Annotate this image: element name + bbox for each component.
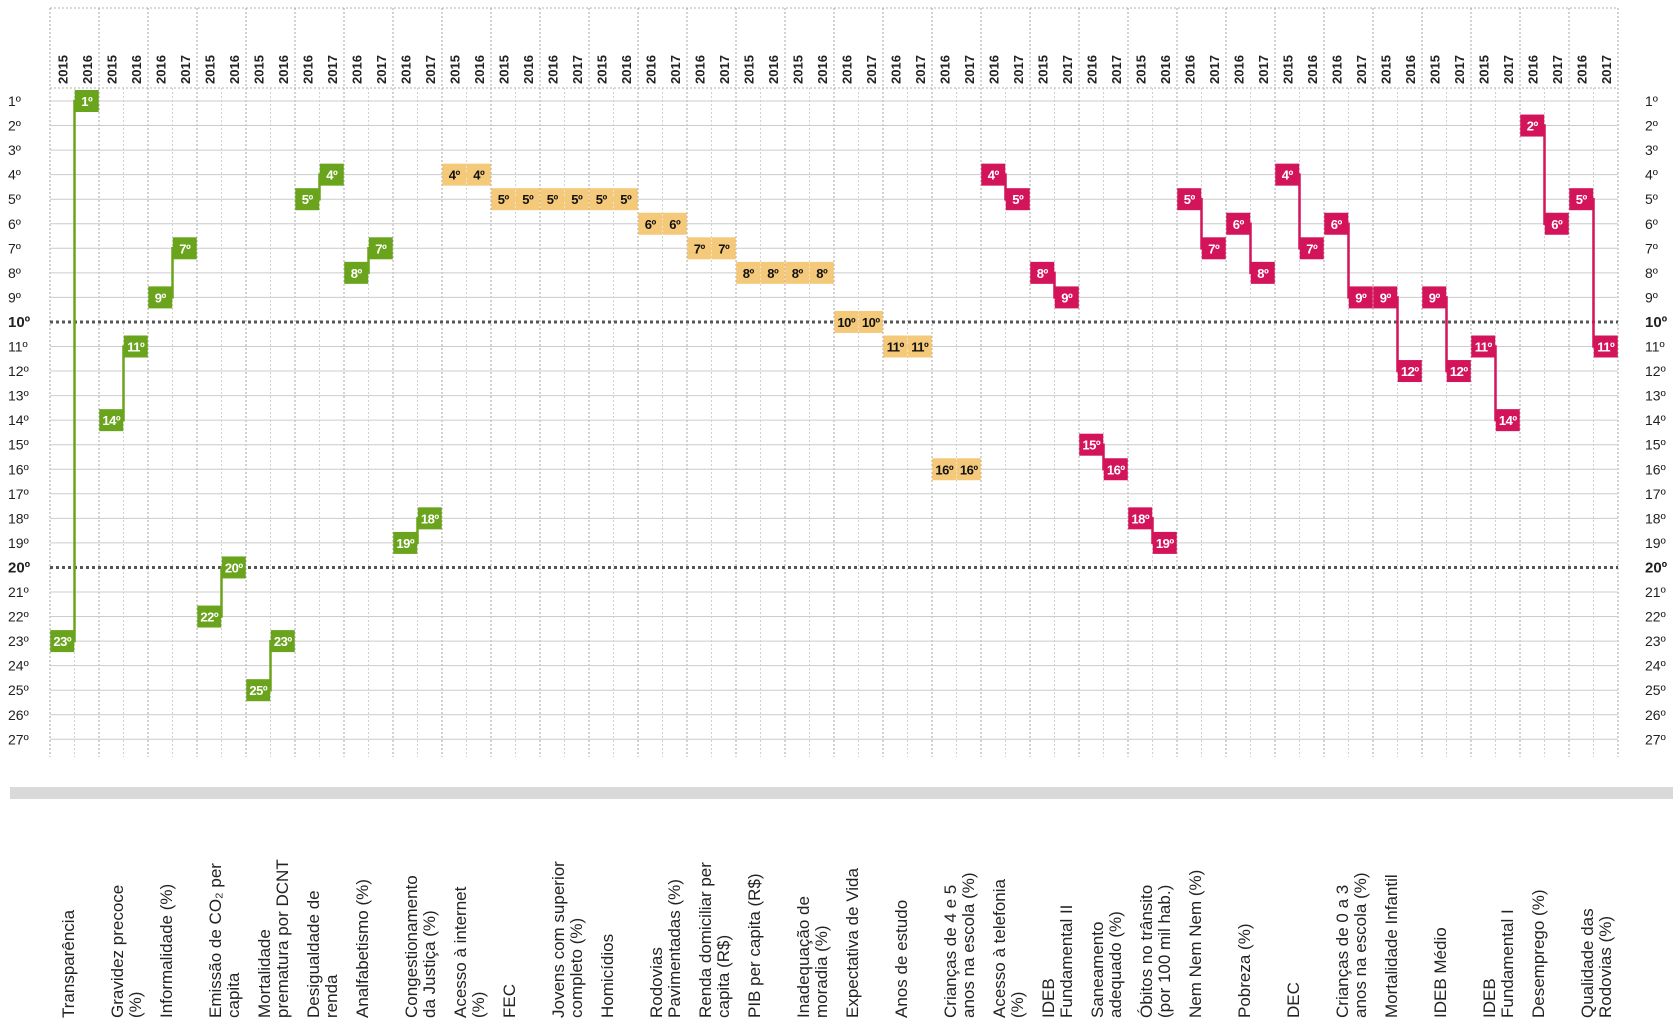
year-label: 2017 (373, 55, 389, 84)
rank-label-left: 19º (8, 534, 29, 551)
rank-label-right: 25º (1645, 682, 1666, 699)
rank-label-right: 18º (1645, 510, 1666, 527)
year-label: 2015 (251, 55, 267, 84)
rank-label-right: 6º (1645, 215, 1658, 232)
rank-marker-label: 11º (911, 339, 929, 355)
year-label: 2016 (226, 55, 242, 84)
indicator-label: Informalidade (%) (157, 883, 176, 1018)
rank-label-left: 20º (8, 559, 31, 577)
rank-marker-label: 12º (1400, 364, 1419, 380)
year-label: 2016 (1182, 55, 1198, 84)
year-label: 2015 (1035, 55, 1051, 84)
rank-label-right: 13º (1645, 387, 1666, 404)
rank-label-right: 14º (1645, 412, 1666, 429)
indicator-label: Gravidez precoce (108, 884, 127, 1018)
year-label: 2015 (1476, 55, 1492, 84)
year-label: 2015 (1427, 55, 1443, 84)
rank-label-right: 12º (1645, 363, 1666, 380)
indicator-label: IDEB Médio (1431, 927, 1450, 1018)
year-label: 2015 (447, 55, 463, 84)
indicator-label: Óbitos no trânsito (1137, 884, 1156, 1018)
rank-marker-label: 7º (1306, 241, 1318, 257)
rank-marker-label: 11º (1597, 339, 1615, 355)
indicator-label: Fundamental I (1498, 909, 1517, 1018)
rank-marker-label: 6º (1330, 216, 1342, 232)
year-label: 2016 (618, 55, 634, 84)
rank-marker-label: 7º (179, 241, 191, 257)
rank-marker-label: 8º (1257, 265, 1269, 281)
rank-marker-label: 10º (861, 314, 880, 330)
rank-marker-label: 12º (1449, 364, 1468, 380)
year-label: 2017 (422, 55, 438, 84)
year-label: 2016 (1329, 55, 1345, 84)
indicator-label: Congestionamento (402, 875, 421, 1018)
rank-marker-label: 6º (1232, 216, 1244, 232)
rank-label-right: 26º (1645, 706, 1666, 723)
rank-marker-label: 10º (837, 314, 856, 330)
year-label: 2016 (79, 55, 95, 84)
rank-label-right: 10º (1645, 313, 1668, 331)
rank-change-line (1434, 297, 1459, 371)
year-label: 2017 (1451, 55, 1467, 84)
year-label: 2015 (55, 55, 71, 84)
indicator-label: FEC (500, 984, 519, 1018)
year-label: 2016 (839, 55, 855, 84)
year-label: 2016 (545, 55, 561, 84)
indicator-label: da Justiça (%) (420, 910, 439, 1018)
rank-marker-label: 1º (81, 94, 93, 109)
rank-marker-label: 18º (420, 511, 439, 527)
rank-label-right: 20º (1645, 559, 1668, 577)
year-label: 2016 (1402, 55, 1418, 84)
rank-label-left: 6º (8, 215, 21, 232)
year-label: 2016 (300, 55, 316, 84)
year-label: 2016 (937, 55, 953, 84)
rank-label-left: 3º (8, 142, 21, 159)
indicator-label: Fundamental II (1057, 904, 1076, 1018)
rank-marker-label: 6º (644, 216, 656, 232)
rank-marker-label: 16º (1106, 462, 1125, 478)
year-label: 2015 (202, 55, 218, 84)
rank-marker-label: 9º (1379, 290, 1391, 306)
year-label: 2017 (1010, 55, 1026, 84)
year-label: 2015 (790, 55, 806, 84)
rank-marker-label: 19º (396, 535, 415, 551)
rank-marker-label: 5º (546, 192, 558, 208)
rank-marker-label: 4º (987, 167, 999, 183)
rank-marker-label: 5º (1012, 192, 1024, 208)
year-label: 2017 (569, 55, 585, 84)
rank-label-left: 11º (8, 338, 28, 355)
rank-label-right: 16º (1645, 461, 1666, 478)
rank-marker-label: 5º (522, 192, 534, 208)
indicator-label: PIB per capita (R$) (745, 873, 764, 1018)
year-label: 2017 (1549, 55, 1565, 84)
indicator-label: Mortalidade (255, 929, 274, 1018)
year-label: 2015 (594, 55, 610, 84)
rank-marker-label: 11º (127, 339, 145, 355)
rank-label-left: 25º (8, 682, 29, 699)
indicator-label: anos na escola (%) (959, 872, 978, 1018)
indicator-label: (%) (1008, 991, 1027, 1018)
year-label: 2016 (398, 55, 414, 84)
year-label: 2017 (863, 55, 879, 84)
rank-label-left: 16º (8, 461, 29, 478)
rank-label-right: 9º (1645, 289, 1658, 306)
rank-label-left: 23º (8, 633, 29, 650)
rank-marker-label: 5º (497, 192, 509, 208)
rank-label-right: 19º (1645, 534, 1666, 551)
year-label: 2015 (1378, 55, 1394, 84)
rank-label-right: 24º (1645, 657, 1666, 674)
indicator-label: Crianças de 4 e 5 (941, 884, 960, 1018)
rank-marker-label: 5º (620, 192, 632, 208)
rank-marker-label: 14º (102, 413, 121, 429)
rank-change-line (1287, 175, 1312, 249)
rank-label-left: 10º (8, 313, 31, 331)
year-label: 2017 (667, 55, 683, 84)
year-label: 2017 (1255, 55, 1271, 84)
rank-marker-label: 5º (1575, 192, 1587, 208)
year-label: 2016 (1304, 55, 1320, 84)
rank-marker-label: 8º (791, 265, 803, 281)
rank-label-left: 27º (8, 731, 29, 748)
rank-marker-label: 8º (816, 265, 828, 281)
indicator-label: anos na escola (%) (1351, 872, 1370, 1018)
year-label: 2016 (692, 55, 708, 84)
indicator-label: Acesso à internet (451, 886, 470, 1018)
year-label: 2016 (1574, 55, 1590, 84)
indicator-label: Jovens com superior (549, 861, 568, 1018)
rank-marker-label: 7º (1208, 241, 1220, 257)
rank-marker-label: 9º (1061, 290, 1073, 306)
year-label: 2017 (177, 55, 193, 84)
rank-label-right: 15º (1645, 436, 1666, 453)
rank-label-right: 2º (1645, 117, 1658, 134)
rank-label-left: 26º (8, 706, 29, 723)
rank-marker-label: 5º (1183, 192, 1195, 208)
rank-label-left: 7º (8, 240, 21, 257)
year-label: 2015 (104, 55, 120, 84)
rank-label-left: 13º (8, 387, 29, 404)
year-label: 2016 (1084, 55, 1100, 84)
year-label: 2015 (1280, 55, 1296, 84)
indicator-label: (%) (469, 991, 488, 1018)
indicator-label: Saneamento (1088, 921, 1107, 1018)
rank-label-right: 27º (1645, 731, 1666, 748)
indicator-label: Qualidade das (1578, 908, 1597, 1018)
rank-marker-label: 15º (1082, 437, 1101, 453)
rank-change-line (1483, 347, 1508, 421)
indicator-labels (59, 859, 1615, 1018)
indicator-label: capita (224, 972, 243, 1018)
year-label: 2017 (1500, 55, 1516, 84)
rank-label-right: 11º (1645, 338, 1665, 355)
rank-marker-label: 11º (886, 339, 904, 355)
separator-band (10, 787, 1673, 799)
rank-label-left: 14º (8, 412, 29, 429)
rank-label-right: 3º (1645, 142, 1658, 159)
year-label: 2017 (716, 55, 732, 84)
rank-marker-label: 11º (1474, 339, 1492, 355)
rank-label-right: 5º (1645, 191, 1658, 208)
indicator-label: Renda domiciliar per (696, 862, 715, 1018)
indicator-label: Expectativa de Vida (843, 868, 862, 1018)
indicator-label: renda (322, 974, 341, 1018)
rank-marker-label: 6º (669, 216, 681, 232)
rank-marker-label: 4º (326, 167, 338, 183)
year-label: 2015 (1133, 55, 1149, 84)
rank-marker-label: 5º (571, 192, 583, 208)
year-label: 2016 (1525, 55, 1541, 84)
indicator-label: Anos de estudo (892, 899, 911, 1018)
rank-label-right: 7º (1645, 240, 1658, 257)
rank-label-right: 8º (1645, 264, 1658, 281)
rank-marker-label: 14º (1498, 413, 1517, 429)
rank-marker-label: 20º (224, 560, 243, 576)
year-label: 2017 (324, 55, 340, 84)
rank-marker-label: 16º (935, 462, 954, 478)
indicator-label: moradia (%) (812, 925, 831, 1018)
rank-change-line (1385, 297, 1410, 371)
rank-marker-label: 7º (693, 241, 705, 257)
indicator-label: Inadequação de (794, 896, 813, 1018)
rank-label-left: 24º (8, 657, 29, 674)
year-label: 2015 (496, 55, 512, 84)
year-label: 2017 (1059, 55, 1075, 84)
rank-marker-label: 25º (249, 683, 268, 699)
indicator-label: adequado (%) (1106, 911, 1125, 1018)
year-label: 2016 (888, 55, 904, 84)
year-label: 2017 (1206, 55, 1222, 84)
indicator-label: Desemprego (%) (1529, 889, 1548, 1018)
indicator-label: completo (%) (567, 917, 586, 1018)
year-label: 2016 (520, 55, 536, 84)
indicator-label: Rodovias (647, 947, 666, 1018)
indicator-label: Pobreza (%) (1235, 923, 1254, 1018)
rank-label-left: 21º (8, 584, 29, 600)
year-label: 2017 (912, 55, 928, 84)
year-label: 2016 (153, 55, 169, 84)
indicator-label: IDEB (1480, 978, 1499, 1018)
indicator-label: Analfabetismo (%) (353, 879, 372, 1018)
rank-label-left: 9º (8, 289, 21, 306)
rank-marker-label: 6º (1551, 216, 1563, 232)
rank-marker-label: 8º (767, 265, 779, 281)
rank-marker-label: 5º (301, 192, 313, 208)
rank-change-line (1336, 224, 1361, 298)
rank-label-left: 22º (8, 608, 29, 625)
rank-change-line (111, 347, 136, 421)
year-label: 2016 (986, 55, 1002, 84)
year-label: 2017 (1108, 55, 1124, 84)
year-label: 2015 (741, 55, 757, 84)
rank-label-left: 17º (8, 485, 29, 502)
rank-marker-label: 23º (53, 634, 72, 650)
rank-marker-label: 9º (1428, 290, 1440, 306)
rank-marker-label: 8º (350, 265, 362, 281)
rank-marker-label: 8º (1036, 265, 1048, 281)
indicator-label: Transparência (59, 909, 78, 1018)
year-label: 2016 (814, 55, 830, 84)
rank-marker-label: 8º (742, 265, 754, 281)
rank-label-right: 22º (1645, 608, 1666, 625)
indicator-label: Nem Nem Nem (%) (1186, 869, 1205, 1018)
rank-label-left: 4º (8, 166, 21, 183)
year-label: 2017 (1353, 55, 1369, 84)
rank-label-left: 8º (8, 264, 21, 281)
rank-label-right: 4º (1645, 166, 1658, 183)
rank-marker-label: 18º (1131, 511, 1150, 527)
rank-label-left: 2º (8, 117, 21, 134)
year-label: 2016 (471, 55, 487, 84)
indicator-label: (por 100 mil hab.) (1155, 884, 1174, 1018)
rank-marker-label: 7º (375, 241, 387, 257)
rank-label-right: 17º (1645, 485, 1666, 502)
rank-marker-label: 7º (718, 241, 730, 257)
rank-marker-label: 4º (1281, 167, 1293, 183)
indicator-label: Mortalidade Infantil (1382, 874, 1401, 1018)
year-label: 2016 (349, 55, 365, 84)
year-label: 2016 (643, 55, 659, 84)
indicator-label: IDEB (1039, 978, 1058, 1018)
rank-label-left: 5º (8, 191, 21, 208)
rank-marker-label: 4º (473, 167, 485, 183)
rank-marker-label: 23º (273, 634, 292, 650)
indicator-label: Homicídios (598, 933, 617, 1018)
indicator-label: prematura por DCNT (273, 859, 292, 1018)
rank-marker-label: 9º (1355, 290, 1367, 306)
year-label: 2016 (1157, 55, 1173, 84)
rank-marker-label: 4º (448, 167, 460, 183)
indicator-label: Crianças de 0 a 3 (1333, 884, 1352, 1018)
rank-label-left: 15º (8, 436, 29, 453)
indicator-label: DEC (1284, 982, 1303, 1018)
rank-marker-label: 16º (959, 462, 978, 478)
rank-marker-label: 19º (1155, 535, 1174, 551)
year-label: 2017 (961, 55, 977, 84)
year-label: 2016 (765, 55, 781, 84)
rank-label-left: 18º (8, 510, 29, 527)
indicator-label: Pavimentadas (%) (665, 879, 684, 1018)
rank-label-right: 21º (1645, 584, 1666, 600)
indicator-label: (%) (126, 991, 145, 1018)
rank-label-left: 1º (8, 93, 21, 109)
year-label: 2017 (1598, 55, 1614, 84)
rank-label-right: 1º (1645, 93, 1658, 109)
rank-label-right: 23º (1645, 633, 1666, 650)
year-label: 2016 (275, 55, 291, 84)
rank-marker-label: 2º (1526, 118, 1538, 134)
rank-marker-label: 5º (595, 192, 607, 208)
year-label: 2016 (128, 55, 144, 84)
indicator-label: Acesso à telefonia (990, 879, 1009, 1018)
rank-label-left: 12º (8, 363, 29, 380)
indicator-label: Rodovias (%) (1596, 915, 1615, 1018)
indicator-label: capita (R$) (714, 934, 733, 1018)
indicator-label: Desigualdade de (304, 890, 323, 1018)
rank-marker-label: 9º (154, 290, 166, 306)
year-label: 2016 (1231, 55, 1247, 84)
indicator-label: Emissão de CO₂ per (206, 863, 225, 1018)
rank-marker-label: 22º (200, 609, 219, 625)
